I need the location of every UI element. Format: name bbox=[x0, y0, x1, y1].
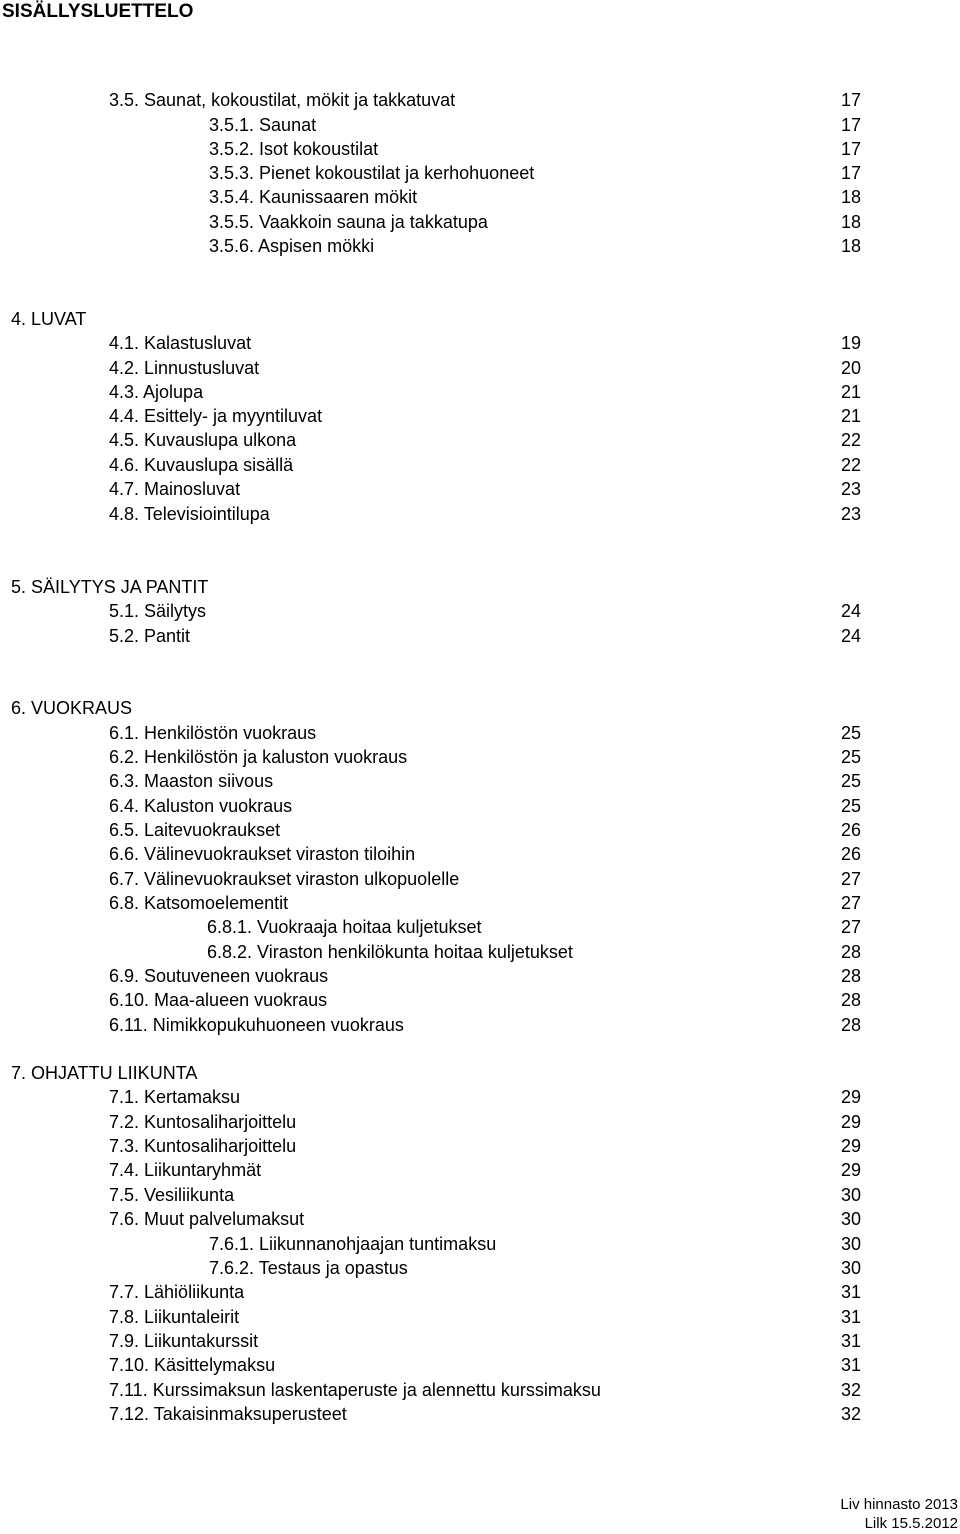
toc-section-heading bbox=[0, 575, 960, 599]
toc-entry bbox=[0, 137, 960, 161]
toc-entry-label: 7.6. Muut palvelumaksut bbox=[109, 1209, 305, 1229]
toc-entry-page: 23 bbox=[841, 479, 862, 499]
toc-entry bbox=[0, 721, 960, 745]
toc-entry bbox=[0, 891, 960, 915]
toc-entry-label: 6.10. Maa-alueen vuokraus bbox=[109, 990, 328, 1010]
footer-date: Lilk 15.5.2012 bbox=[864, 1515, 958, 1532]
toc-entry-page: 17 bbox=[841, 163, 862, 183]
toc-entry-label: 6.11. Nimikkopukuhuoneen vuokraus bbox=[109, 1015, 404, 1035]
toc-entry bbox=[0, 1183, 960, 1207]
toc-entry-label: 7.4. Liikuntaryhmät bbox=[109, 1160, 262, 1180]
toc-entry bbox=[0, 964, 960, 988]
toc-entry bbox=[0, 1207, 960, 1231]
toc-entry bbox=[0, 1280, 960, 1304]
toc-entry bbox=[0, 988, 960, 1012]
toc-entry-page: 25 bbox=[841, 723, 862, 743]
toc-entry-label: 7.6.2. Testaus ja opastus bbox=[209, 1258, 408, 1278]
toc-entry bbox=[0, 940, 960, 964]
toc-entry-page: 29 bbox=[841, 1136, 862, 1156]
toc-entry bbox=[0, 234, 960, 258]
toc-entry bbox=[0, 1256, 960, 1280]
toc-entry-label: 5.1. Säilytys bbox=[109, 601, 207, 621]
toc-entry-page: 19 bbox=[841, 333, 862, 353]
toc-entry-label: 7.5. Vesiliikunta bbox=[109, 1185, 235, 1205]
toc-entry-page: 30 bbox=[841, 1185, 862, 1205]
toc-entry-label: 6.6. Välinevuokraukset viraston tiloihin bbox=[109, 844, 416, 864]
toc-entry bbox=[0, 1353, 960, 1377]
toc-entry-label: 3.5.5. Vaakkoin sauna ja takkatupa bbox=[209, 212, 488, 232]
toc-entry-label: 4.7. Mainosluvat bbox=[109, 479, 241, 499]
toc-entry bbox=[0, 356, 960, 380]
toc-entry-page: 29 bbox=[841, 1112, 862, 1132]
toc-entry bbox=[0, 842, 960, 866]
toc-entry-label: 3.5.1. Saunat bbox=[209, 115, 317, 135]
toc-entry bbox=[0, 161, 960, 185]
toc-entry-page: 18 bbox=[841, 187, 862, 207]
toc-entry-page: 30 bbox=[841, 1258, 862, 1278]
toc-entry-label: 7.9. Liikuntakurssit bbox=[109, 1331, 259, 1351]
toc-entry-page: 32 bbox=[841, 1404, 862, 1424]
toc-entry-page: 30 bbox=[841, 1209, 862, 1229]
toc-entry-page: 17 bbox=[841, 139, 862, 159]
toc-entry bbox=[0, 210, 960, 234]
toc-entry bbox=[0, 1158, 960, 1182]
toc-section-heading bbox=[0, 1061, 960, 1085]
toc-entry-page: 29 bbox=[841, 1160, 862, 1180]
toc-entry-page: 31 bbox=[841, 1355, 862, 1375]
toc-section-label: 5. SÄILYTYS JA PANTIT bbox=[11, 577, 209, 597]
toc-entry-page: 28 bbox=[841, 966, 862, 986]
toc-entry-label: 6.7. Välinevuokraukset viraston ulkopuolelle bbox=[109, 869, 460, 889]
toc-entry bbox=[0, 453, 960, 477]
page-title: SISÄLLYSLUETTELO bbox=[2, 1, 194, 22]
toc-entry bbox=[0, 1134, 960, 1158]
toc-entry-label: 4.4. Esittely- ja myyntiluvat bbox=[109, 406, 323, 426]
toc-entry-label: 6.5. Laitevuokraukset bbox=[109, 820, 281, 840]
toc-entry-label: 4.1. Kalastusluvat bbox=[109, 333, 252, 353]
toc-entry-page: 27 bbox=[841, 893, 862, 913]
toc-entry bbox=[0, 1013, 960, 1037]
toc-entry-page: 28 bbox=[841, 990, 862, 1010]
toc-entry bbox=[0, 404, 960, 428]
toc-entry-page: 24 bbox=[841, 601, 862, 621]
toc-entry-label: 6.1. Henkilöstön vuokraus bbox=[109, 723, 317, 743]
toc-entry-label: 5.2. Pantit bbox=[109, 626, 191, 646]
toc-entry-page: 31 bbox=[841, 1307, 862, 1327]
toc-entry-page: 23 bbox=[841, 504, 862, 524]
toc-entry-label: 7.1. Kertamaksu bbox=[109, 1087, 241, 1107]
toc-entry-page: 32 bbox=[841, 1380, 862, 1400]
toc-entry bbox=[0, 867, 960, 891]
toc-section-label: 7. OHJATTU LIIKUNTA bbox=[11, 1063, 198, 1083]
toc-entry bbox=[0, 1402, 960, 1426]
toc-entry-page: 17 bbox=[841, 90, 862, 110]
toc-entry-label: 7.10. Käsittelymaksu bbox=[109, 1355, 276, 1375]
toc-section-label: 6. VUOKRAUS bbox=[11, 698, 133, 718]
toc-entry-label: 3.5. Saunat, kokoustilat, mökit ja takkatuvat bbox=[109, 90, 456, 110]
toc-entry bbox=[0, 331, 960, 355]
toc-entry-page: 17 bbox=[841, 115, 862, 135]
toc-entry-page: 30 bbox=[841, 1234, 862, 1254]
toc-entry-label: 7.2. Kuntosaliharjoittelu bbox=[109, 1112, 297, 1132]
toc-entry bbox=[0, 745, 960, 769]
toc-entry bbox=[0, 769, 960, 793]
toc-entry-label: 6.9. Soutuveneen vuokraus bbox=[109, 966, 329, 986]
toc-entry-label: 7.11. Kurssimaksun laskentaperuste ja alennettu kurssimaksu bbox=[109, 1380, 601, 1400]
toc-entry-page: 21 bbox=[841, 382, 862, 402]
toc-entry-page: 22 bbox=[841, 455, 862, 475]
toc-entry-page: 22 bbox=[841, 430, 862, 450]
toc-entry-label: 7.3. Kuntosaliharjoittelu bbox=[109, 1136, 297, 1156]
toc-entry bbox=[0, 1110, 960, 1134]
toc-entry bbox=[0, 502, 960, 526]
toc-entry bbox=[0, 624, 960, 648]
toc-section-label: 4. LUVAT bbox=[11, 309, 87, 329]
toc-entry-page: 28 bbox=[841, 1015, 862, 1035]
toc-entry-label: 3.5.2. Isot kokoustilat bbox=[209, 139, 379, 159]
toc-entry-label: 7.7. Lähiöliikunta bbox=[109, 1282, 245, 1302]
toc-entry bbox=[0, 380, 960, 404]
toc-entry-label: 4.6. Kuvauslupa sisällä bbox=[109, 455, 294, 475]
toc-entry bbox=[0, 1305, 960, 1329]
toc-entry bbox=[0, 1329, 960, 1353]
toc-entry-page: 21 bbox=[841, 406, 862, 426]
toc-section-heading bbox=[0, 696, 960, 720]
toc-entry-page: 18 bbox=[841, 236, 862, 256]
toc-entry-label: 4.3. Ajolupa bbox=[109, 382, 204, 402]
toc-entry bbox=[0, 818, 960, 842]
toc-entry-page: 26 bbox=[841, 820, 862, 840]
toc-entry bbox=[0, 915, 960, 939]
toc-entry bbox=[0, 88, 960, 112]
toc-entry-page: 31 bbox=[841, 1331, 862, 1351]
toc-entry bbox=[0, 794, 960, 818]
toc-entry bbox=[0, 1085, 960, 1109]
toc-entry-label: 6.3. Maaston siivous bbox=[109, 771, 274, 791]
toc-entry-label: 6.2. Henkilöstön ja kaluston vuokraus bbox=[109, 747, 408, 767]
toc-entry bbox=[0, 1378, 960, 1402]
toc-entry bbox=[0, 185, 960, 209]
toc-entry-page: 31 bbox=[841, 1282, 862, 1302]
toc-entry-page: 25 bbox=[841, 771, 862, 791]
toc-entry-label: 6.8.1. Vuokraaja hoitaa kuljetukset bbox=[207, 917, 482, 937]
toc-entry-label: 7.6.1. Liikunnanohjaajan tuntimaksu bbox=[209, 1234, 497, 1254]
toc-entry-label: 3.5.3. Pienet kokoustilat ja kerhohuoneet bbox=[209, 163, 535, 183]
toc-entry-page: 28 bbox=[841, 942, 862, 962]
toc-entry-label: 3.5.4. Kaunissaaren mökit bbox=[209, 187, 418, 207]
toc-entry bbox=[0, 113, 960, 137]
toc-entry-label: 4.2. Linnustusluvat bbox=[109, 358, 260, 378]
toc-entry-label: 7.12. Takaisinmaksuperusteet bbox=[109, 1404, 347, 1424]
toc-entry-page: 25 bbox=[841, 747, 862, 767]
toc-entry-label: 6.8. Katsomoelementit bbox=[109, 893, 289, 913]
toc-entry bbox=[0, 428, 960, 452]
toc-entry-page: 18 bbox=[841, 212, 862, 232]
toc-entry-page: 24 bbox=[841, 626, 862, 646]
toc-entry-label: 4.8. Televisiointilupa bbox=[109, 504, 270, 524]
toc-entry bbox=[0, 477, 960, 501]
toc-entry-page: 29 bbox=[841, 1087, 862, 1107]
toc-entry-page: 27 bbox=[841, 917, 862, 937]
toc-entry bbox=[0, 599, 960, 623]
toc-entry-page: 20 bbox=[841, 358, 862, 378]
footer-document-name: Liv hinnasto 2013 bbox=[840, 1496, 958, 1513]
toc-entry bbox=[0, 1232, 960, 1256]
toc-entry-label: 7.8. Liikuntaleirit bbox=[109, 1307, 240, 1327]
toc-entry-label: 3.5.6. Aspisen mökki bbox=[209, 236, 375, 256]
toc-entry-page: 25 bbox=[841, 796, 862, 816]
toc-entry-page: 26 bbox=[841, 844, 862, 864]
toc-entry-label: 6.8.2. Viraston henkilökunta hoitaa kuljetukset bbox=[207, 942, 573, 962]
toc-entry-label: 6.4. Kaluston vuokraus bbox=[109, 796, 293, 816]
toc-entry-page: 27 bbox=[841, 869, 862, 889]
toc-entry-label: 4.5. Kuvauslupa ulkona bbox=[109, 430, 297, 450]
toc-section-heading bbox=[0, 307, 960, 331]
